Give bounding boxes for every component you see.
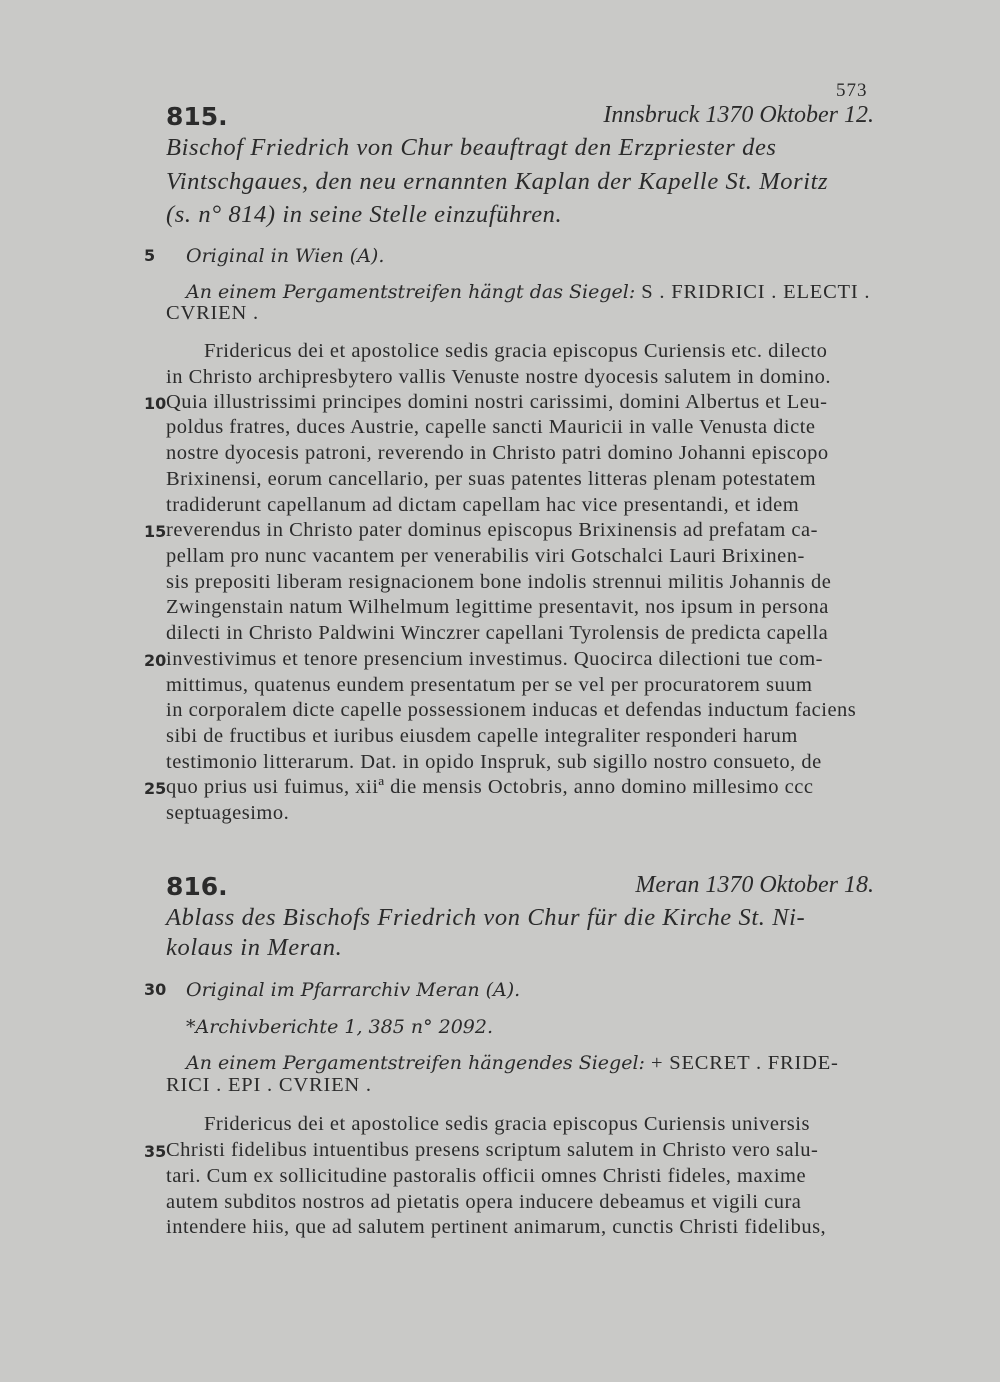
place-date-815: Innsbruck 1370 Oktober 12. [603,102,874,128]
regest-line: kolaus in Meran. [166,934,343,961]
original-note-816: Original im Pfarrarchiv Meran (A). [186,979,521,1001]
text-line: sibi de fructibus et iuribus eiusdem capelle integraliter responderi harum [166,725,798,747]
line-number: 10 [144,394,167,413]
text-line: tradiderunt capellanum ad dictam capellam hac vice presentandi, et idem [166,494,800,516]
seal-note-815 [186,281,870,304]
text-line: autem subditos nostros ad pietatis opera inducere debeamus et vigili cura [166,1191,802,1213]
text-line: investivimus et tenore presencium investimus. Quocirca dilectioni tue com- [166,648,823,670]
archive-reference-816: *Archivberichte 1, 385 n° 2092. [186,1016,493,1038]
line-number: 35 [144,1142,167,1161]
text-line: in Christo archipresbytero vallis Venuste nostre dyocesis salutem in domino. [166,366,832,388]
document-number-816: 816. [166,872,228,901]
text-line: reverendus in Christo pater dominus episcopus Brixinensis ad prefatam ca- [166,519,818,541]
seal-description: An einem Pergamentstreifen hängendes Siegel: [186,1052,645,1074]
regest-line: Ablass des Bischofs Friedrich von Chur für die Kirche St. Ni- [166,904,806,931]
regest-line: Bischof Friedrich von Chur beauftragt den Erzpriester des [166,134,777,161]
text-line: dilecti in Christo Paldwini Winczrer capellani Tyrolensis de predicta capella [166,622,829,644]
line-number: 15 [144,522,167,541]
original-note-815: Original in Wien (A). [186,245,385,267]
line-number: 25 [144,779,167,798]
line-number: 5 [144,246,156,265]
text-line: testimonio litterarum. Dat. in opido Inspruk, sub sigillo nostro consueto, de [166,751,822,773]
seal-legend: S . FRIDRICI . ELECTI . [641,281,871,303]
regest-line: Vintschgaues, den neu ernannten Kaplan der Kapelle St. Moritz [166,168,829,195]
line-number: 20 [144,651,167,670]
text-line: tari. Cum ex sollicitudine pastoralis officii omnes Christi fideles, maxime [166,1165,807,1187]
seal-legend: + SECRET . FRIDE- [651,1052,839,1074]
text-line: Christi fidelibus intuentibus presens scriptum salutem in Christo vero salu- [166,1139,819,1161]
text-line: quo prius usi fuimus, xiiª die mensis Octobris, anno domino millesimo ccc [166,776,814,798]
text-line: mittimus, quatenus eundem presentatum per se vel per procuratorem suum [166,674,813,696]
text-line: in corporalem dicte capelle possessionem inducas et defendas inductum faciens [166,699,857,721]
text-line: intendere hiis, que ad salutem pertinent animarum, cunctis Christi fidelibus, [166,1216,827,1238]
text-line: Zwingenstain natum Wilhelmum legittime presentavit, nos ipsum in persona [166,596,829,618]
place-date-816: Meran 1370 Oktober 18. [635,872,874,898]
page-number: 573 [836,80,868,101]
seal-description: An einem Pergamentstreifen hängt das Siegel: [186,281,636,303]
text-line: septuagesimo. [166,802,290,824]
regest-line: (s. n° 814) in seine Stelle einzuführen. [166,201,563,228]
line-number: 30 [144,980,167,999]
text-line: poldus fratres, duces Austrie, capelle sancti Mauricii in valle Venusta dicte [166,416,816,438]
text-line: Fridericus dei et apostolice sedis gracia episcopus Curiensis universis [204,1113,810,1135]
seal-legend-continued: RICI . EPI . CVRIEN . [166,1074,372,1096]
text-line: pellam pro nunc vacantem per venerabilis viri Gotschalci Lauri Brixinen- [166,545,805,567]
seal-note-816 [186,1052,839,1075]
document-number-815: 815. [166,102,228,131]
seal-legend-continued: CVRIEN . [166,302,259,324]
text-line: Quia illustrissimi principes domini nostri carissimi, domini Albertus et Leu- [166,391,828,413]
text-line: Brixinensi, eorum cancellario, per suas patentes litteras plenam potestatem [166,468,817,490]
text-line: sis prepositi liberam resignacionem bone indolis strennui militis Johannis de [166,571,832,593]
text-line: nostre dyocesis patroni, reverendo in Christo patri domino Johanni episcopo [166,442,829,464]
text-line: Fridericus dei et apostolice sedis gracia episcopus Curiensis etc. dilecto [204,340,828,362]
